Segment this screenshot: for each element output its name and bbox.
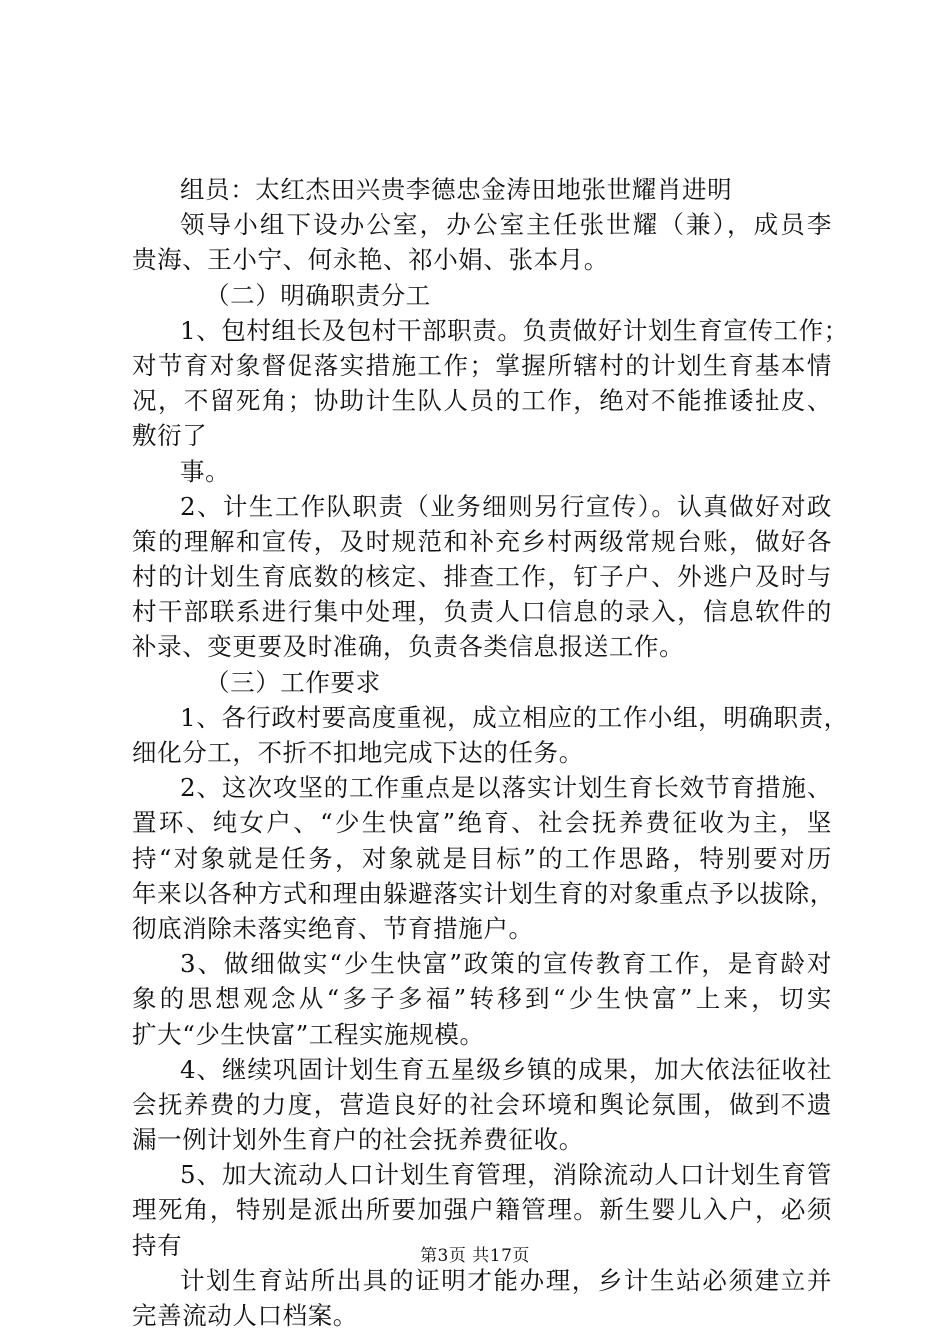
text-line: 漏一例计划外生育户的社会抚养费征收。 <box>132 1125 584 1155</box>
text-line: 对节育对象督促落实措施工作；掌握所辖村的计划生育基本情 <box>132 350 832 380</box>
text-line: 事。 <box>180 456 231 486</box>
section-heading: （三）工作要求 <box>205 667 381 697</box>
text-line: 年来以各种方式和理由躲避落实计划生育的对象重点予以拔除， <box>132 878 835 908</box>
text-line: 组员：太红杰田兴贵李德忠金涛田地张世耀肖进明 <box>180 175 733 204</box>
text-line: 完善流动人口档案。 <box>132 1301 358 1330</box>
text-line: 持有 <box>132 1230 183 1260</box>
text-line: 2、计生工作队职责（业务细则另行宣传）。认真做好对政 <box>180 491 832 521</box>
text-line: 理死角，特别是派出所要加强户籍管理。新生婴儿入户，必须 <box>132 1195 832 1225</box>
text-line: 况，不留死角；协助计生队人员的工作，绝对不能推诿扯皮、 <box>132 386 832 416</box>
text-line: 1、包村组长及包村干部职责。负责做好计划生育宣传工作； <box>180 315 849 345</box>
text-line: 计划生育站所出具的证明才能办理，乡计生站必须建立并 <box>180 1265 832 1295</box>
text-line: 4、继续巩固计划生育五星级乡镇的成果，加大依法征收社 <box>180 1054 832 1084</box>
page-footer: 第3页 共17页 <box>420 1246 530 1266</box>
section-heading: （二）明确职责分工 <box>205 280 431 310</box>
text-line: 会抚养费的力度，营造良好的社会环境和舆论氛围，做到不遗 <box>132 1089 832 1119</box>
text-line: 1、各行政村要高度重视，成立相应的工作小组，明确职责， <box>180 702 849 732</box>
text-line: 策的理解和宣传，及时规范和补充乡村两级常规台账，做好各 <box>132 526 832 556</box>
text-line: 村的计划生育底数的核定、排查工作，钉子户、外逃户及时与 <box>132 562 832 592</box>
text-line: 彻底消除未落实绝育、节育措施户。 <box>132 913 534 943</box>
text-line: 2、这次攻坚的工作重点是以落实计划生育长效节育措施、 <box>180 773 832 803</box>
text-line: 敷衍了 <box>132 421 208 451</box>
text-line: 持“对象就是任务，对象就是目标”的工作思路，特别要对历 <box>132 843 832 873</box>
text-line: 贵海、王小宁、何永艳、祁小娟、张本月。 <box>132 245 609 275</box>
document-body <box>132 172 849 1333</box>
text-line: 村干部联系进行集中处理，负责人口信息的录入，信息软件的 <box>132 597 832 627</box>
text-line: 领导小组下设办公室，办公室主任张世耀（兼），成员李 <box>180 210 832 240</box>
text-line: 细化分工，不折不扣地完成下达的任务。 <box>132 738 584 767</box>
text-line: 5、加大流动人口计划生育管理，消除流动人口计划生育管 <box>180 1160 832 1190</box>
text-line: 象的思想观念从“多子多福”转移到“少生快富”上来，切实 <box>132 984 832 1014</box>
text-line: 3、做细做实“少生快富”政策的宣传教育工作，是育龄对 <box>180 949 832 979</box>
text-line: 补录、变更要及时准确，负责各类信息报送工作。 <box>132 632 685 662</box>
text-line: 扩大“少生快富”工程实施规模。 <box>132 1019 485 1049</box>
text-line: 置环、纯女户、“少生快富”绝育、社会抚养费征收为主，坚 <box>132 808 832 838</box>
